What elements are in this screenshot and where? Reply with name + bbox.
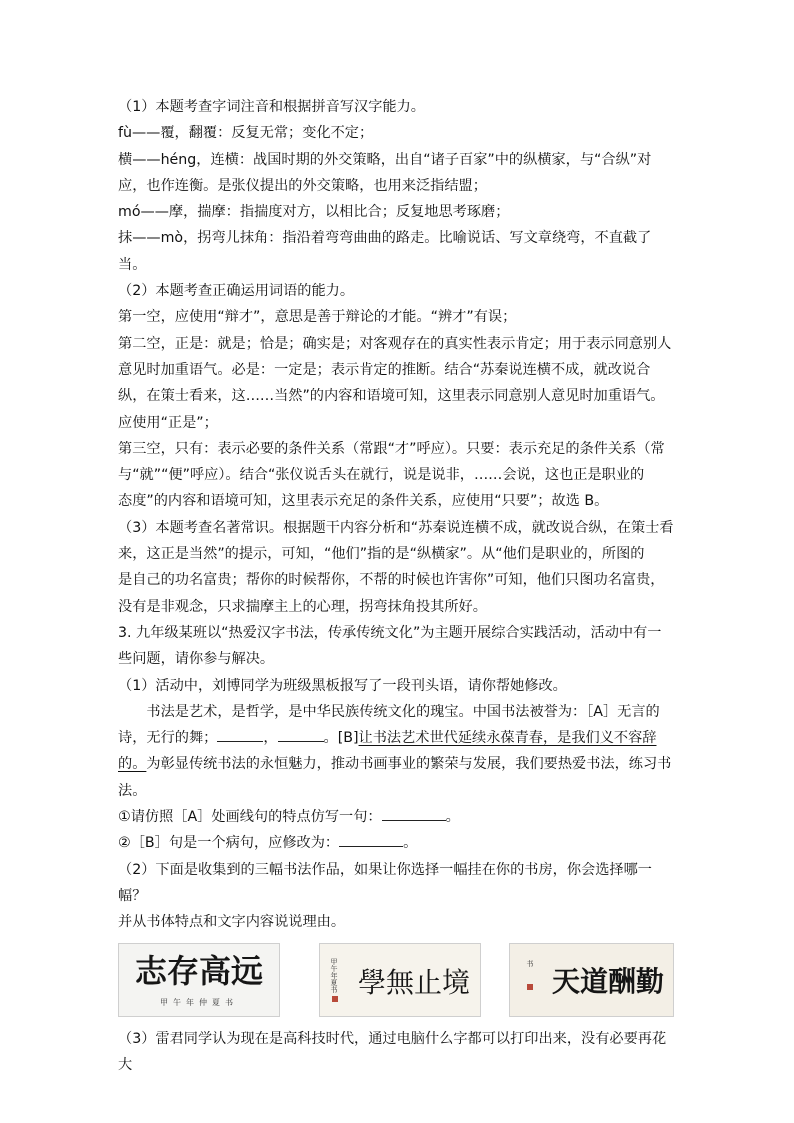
artwork-1-inscription: 甲午年仲夏书 bbox=[160, 997, 238, 1007]
document-body bbox=[118, 94, 678, 1078]
question-a bbox=[118, 804, 678, 830]
text-line: 来，这正是当然”的提示，可知，“他们”指的是“纵横家”。从“他们是职业的，所图的 bbox=[118, 546, 645, 563]
underlined-sentence-b: 让书法艺术世代延续永葆青春，是我们义不容辞 bbox=[358, 730, 657, 747]
passage-text: 。[B] bbox=[323, 730, 359, 747]
passage-line: 法。 bbox=[118, 782, 147, 799]
text-line: 横——héng，连横：战国时期的外交策略，出自“诸子百家”中的纵横家，与“合纵”对 bbox=[118, 151, 652, 168]
artwork-3-characters: 天道酬勤 bbox=[551, 964, 665, 998]
text-line: （2）本题考查正确运用词语的能力。 bbox=[118, 283, 355, 300]
fill-blank-2[interactable] bbox=[278, 726, 324, 742]
passage-line: 书法是艺术，是哲学，是中华民族传统文化的瑰宝。中国书法被誉为：［A］无言的 bbox=[146, 703, 660, 720]
passage-line bbox=[118, 751, 678, 777]
text-line: 没有是非观念，只求揣摩主上的心理，拐弯抹角投其所好。 bbox=[118, 598, 487, 615]
text-line: 并从书体特点和文字内容说说理由。 bbox=[118, 914, 346, 931]
passage-block bbox=[118, 699, 678, 804]
text-line: 态度”的内容和语境可知，这里表示充足的条件关系，应使用“只要”；故选 B。 bbox=[118, 493, 609, 510]
sub-question-3: （3）雷君同学认为现在是高科技时代，通过电脑什么字都可以打印出来，没有必要再花大 bbox=[118, 1030, 667, 1073]
question-b-text: ②［B］句是一个病句，应修改为： bbox=[118, 835, 340, 852]
text-line: mó——摩，揣摩：指揣度对方，以相比合；反复地思考琢磨； bbox=[118, 204, 510, 221]
passage-text: 为彰显传统书法的永恒魅力，推动书画事业的繁荣与发展，我们要热爱书法，练习书 bbox=[146, 756, 672, 773]
artwork-1-characters: 志存高远 bbox=[134, 951, 264, 990]
text-line: （1）本题考查字词注音和根据拼音写汉字能力。 bbox=[118, 99, 425, 115]
text-line: 抹——mò，拐弯儿抹角：指沿着弯弯曲曲的路走。比喻说话、写文章绕弯，不直截了当。 bbox=[118, 230, 652, 273]
calligraphy-artwork-2 bbox=[319, 943, 481, 1017]
text-line: 第二空，正是：就是；恰是；确实是；对客观存在的真实性表示肯定；用于表示同意别人 bbox=[118, 335, 672, 352]
calligraphy-gallery bbox=[118, 943, 678, 1023]
calligraphy-artwork-1 bbox=[118, 943, 280, 1017]
question-a-text: ①请仿照［A］处画线句的特点仿写一句： bbox=[118, 809, 382, 826]
calligraphy-artwork-1-graphic bbox=[119, 944, 279, 1016]
text-line: 与“就”“便”呼应）。结合“张仪说舌头在就行，说是说非，……会说，这也正是职业的 bbox=[118, 467, 645, 484]
answer-blank-a[interactable] bbox=[382, 805, 446, 821]
calligraphy-artwork-3 bbox=[509, 943, 674, 1017]
artwork-3-inscription: 书 bbox=[526, 959, 534, 967]
question-a-end: 。 bbox=[445, 809, 460, 826]
text-line: 纵，在策士看来，这……当然”的内容和语境可知，这里表示同意别人意见时加重语气。 bbox=[118, 388, 665, 405]
underlined-sentence-b-end: 的。 bbox=[118, 756, 147, 773]
text-line: 些问题，请你参与解决。 bbox=[118, 651, 275, 668]
question-b-end: 。 bbox=[403, 835, 418, 852]
question-3-title: 3. 九年级某班以“热爱汉字书法，传承传统文化”为主题开展综合实践活动，活动中有一 bbox=[118, 624, 662, 641]
text-line: 应使用“正是”； bbox=[118, 414, 218, 431]
text-line: 第三空，只有：表示必要的条件关系（常跟“才”呼应）。只要：表示充足的条件关系（常 bbox=[118, 440, 665, 457]
artwork-3-seal bbox=[527, 984, 533, 990]
text-line: （3）本题考查名著常识。根据题干内容分析和“苏秦说连横不成，就改说合纵，在策士看 bbox=[118, 519, 674, 536]
text-line: 第一空，应使用“辩才”，意思是善于辩论的才能。“辨才”有误； bbox=[118, 309, 517, 326]
answer-blank-b[interactable] bbox=[339, 831, 403, 847]
passage-line bbox=[118, 725, 678, 751]
artwork-2-seal bbox=[332, 996, 338, 1002]
passage-text: ， bbox=[263, 730, 278, 747]
fill-blank-1[interactable] bbox=[217, 726, 263, 742]
artwork-2-characters: 學無止境 bbox=[357, 965, 471, 999]
calligraphy-artwork-2-graphic bbox=[320, 944, 480, 1016]
text-line: 意见时加重语气。必是：一定是；表示肯定的推断。结合“苏秦说连横不成，就改说合 bbox=[118, 361, 651, 378]
passage-text: 诗，无行的舞； bbox=[118, 730, 218, 747]
question-b bbox=[118, 830, 678, 856]
text-line: fù——覆，翻覆：反复无常；变化不定； bbox=[118, 125, 374, 142]
sub-question-2: （2）下面是收集到的三幅书法作品，如果让你选择一幅挂在你的书房，你会选择哪一幅？ bbox=[118, 861, 652, 904]
sub-question-1: （1）活动中，刘博同学为班级黑板报写了一段刊头语，请你帮她修改。 bbox=[118, 677, 567, 694]
text-line: 是自己的功名富贵；帮你的时候帮你，不帮的时候也许害你”可知，他们只图功名富贵， bbox=[118, 572, 665, 589]
text-line: 应，也作连衡。是张仪提出的外交策略，也用来泛指结盟； bbox=[118, 177, 487, 194]
artwork-2-inscription: 甲午年夏书 bbox=[330, 957, 338, 993]
calligraphy-artwork-3-graphic bbox=[510, 944, 673, 1016]
